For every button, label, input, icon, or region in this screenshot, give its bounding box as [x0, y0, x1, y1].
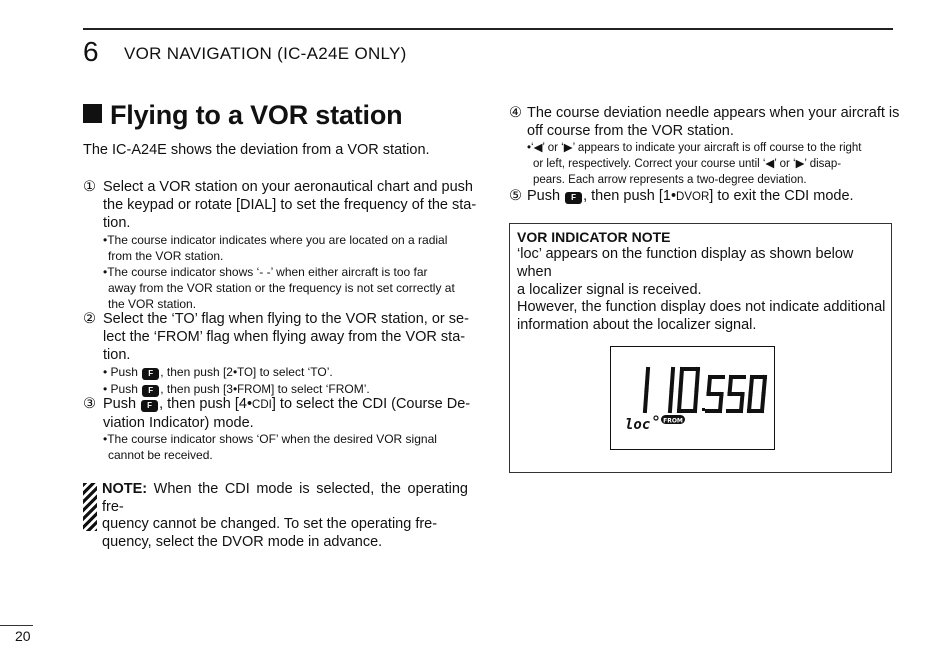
- steps-left-column: ① Select a VOR station on your aeronautical chart and push the keypad or rotate [DIAL] to set the frequency of the sta- tion. •The course indicator indicates where you are located on a radial from the VOR station. •The course indicator shows ‘- -’ when either aircraft is too far away from the VOR station or the frequency is not set correctly at the VOR station. ② Select the ‘TO’ flag when flying to the VOR station, or se- lect the ‘FROM’ flag when flying away from the VOR sta- tion. • Push F , then push [2•TO] to select ‘TO’. • Push F , then push [3•FROM] to select ‘FROM’. ③ Push F , then push [4•CDI] to select the CDI (Course De- viation Indicator) mode. •The course indicator shows ‘OF’ when the desired VOR signal cannot be received.: [83, 179, 477, 462]
- section-title: Flying to a VOR station: [83, 100, 402, 131]
- header-rule: [83, 28, 893, 30]
- lcd-segment: [720, 394, 722, 411]
- lcd-segment: [645, 390, 647, 411]
- lcd-from-flag-text: FROM: [663, 417, 683, 425]
- lcd-display: [610, 346, 775, 450]
- steps-right-column: ④ The course deviation needle appears when your aircraft is off course from the VOR station. •‘◀’ or ‘▶’ appears to indicate your aircraft is off course to the right or left, respectively. Correct your course until ‘◀’ or ‘▶’ disap- pears. Each arrow represents a two-degree deviation. ⑤ Push F , then push [1•DVOR] to exit the CDI mode.: [509, 105, 900, 204]
- lcd-digit: [749, 377, 765, 411]
- lcd-segment: [679, 390, 681, 411]
- lcd-illustration: [611, 347, 773, 448]
- step-2-subnotes: • Push F , then push [2•TO] to select ‘TO’. • Push F , then push [3•FROM] to select ‘FROM’.: [103, 365, 370, 396]
- lcd-segment: [681, 369, 683, 390]
- lcd-segment: [749, 394, 751, 411]
- lcd-digit: [670, 369, 673, 411]
- note: NOTE: When the CDI mode is selected, the operating fre- quency cannot be changed. To set the operating fre- quency, select the DVOR mode in advance.: [102, 481, 468, 550]
- section-intro: The IC-A24E shows the deviation from a VOR station.: [83, 142, 430, 158]
- lcd-digit: [679, 369, 698, 411]
- chapter-number: 6: [83, 36, 99, 67]
- lcd-degree-icon: [654, 416, 658, 420]
- footer-rule: [0, 625, 33, 626]
- step-3-subnotes: •The course indicator shows ‘OF’ when the desired VOR signal cannot be received.: [103, 432, 437, 462]
- indicator-note-title: VOR INDICATOR NOTE: [517, 229, 671, 245]
- f-key-icon: F: [142, 368, 159, 380]
- lcd-segment: [697, 369, 699, 390]
- f-key-icon: F: [141, 400, 158, 412]
- page-number: 20: [15, 628, 31, 644]
- lcd-segment: [741, 394, 743, 411]
- chapter-title: VOR NAVIGATION (IC-A24E ONLY): [124, 44, 407, 63]
- lcd-segment: [764, 377, 766, 394]
- note-hatch-icon: [83, 483, 97, 531]
- f-key-icon: F: [565, 192, 582, 204]
- indicator-note-paragraph-1: ‘loc’ appears on the function display as shown below when a localizer signal is received.: [517, 246, 854, 298]
- step-number: ②: [83, 311, 96, 327]
- lcd-digit: [707, 377, 723, 411]
- lcd-segment: [751, 377, 753, 394]
- lcd-segment: [762, 394, 764, 411]
- step-4-subnotes: •‘◀’ or ‘▶’ appears to indicate your aircraft is off course to the right or left, respectively. Correct your course until ‘◀’ or ‘▶’ disap- pears. Each arrow represents a two-degree deviation.: [527, 142, 862, 186]
- lcd-digit: [645, 369, 648, 411]
- lcd-decimal-point: [702, 408, 705, 411]
- lcd-segment: [709, 377, 711, 394]
- lcd-segment: [670, 390, 672, 411]
- step-number: ⑤: [509, 188, 522, 204]
- step-number: ①: [83, 179, 96, 195]
- lcd-loc-label: loc: [625, 417, 651, 433]
- f-key-icon: F: [142, 385, 159, 397]
- lcd-segment: [647, 369, 649, 390]
- square-bullet-icon: [83, 104, 102, 123]
- step-number: ③: [83, 396, 96, 412]
- lcd-segment: [695, 390, 697, 411]
- lcd-frequency-digits: [645, 369, 765, 411]
- lcd-segment: [730, 377, 732, 394]
- step-1-subnotes: •The course indicator indicates where you are located on a radial from the VOR station. •The course indicator shows ‘- -’ when either aircraft is too far away from the VOR station or the frequency is not set correctly at the VOR station.: [103, 233, 455, 311]
- lcd-digit: [728, 377, 744, 411]
- step-number: ④: [509, 105, 522, 121]
- indicator-note-paragraph-2: However, the function display does not indicate additional information about the localizer signal.: [517, 299, 886, 333]
- lcd-segment: [672, 369, 674, 390]
